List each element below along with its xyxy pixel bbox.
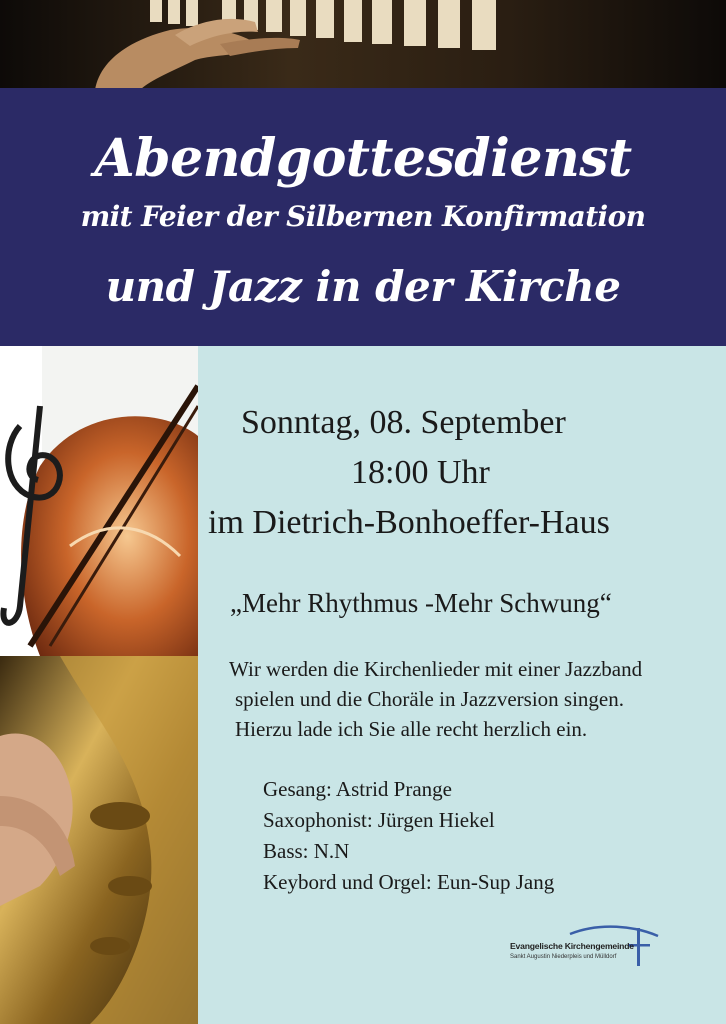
invitation-text — [229, 654, 709, 744]
organ-photo — [0, 0, 726, 90]
invitation-line: spielen und die Choräle in Jazzversion singen. — [235, 687, 624, 711]
instrument-photo-column — [0, 346, 198, 1024]
event-date: Sonntag, 08. September — [241, 404, 566, 441]
title-subtitle: mit Feier der Silbernen Konfirmation — [80, 200, 646, 233]
logo-name: Evangelische Kirchengemeinde — [510, 941, 634, 951]
musician-entry: Bass: N.N — [263, 839, 350, 863]
event-place: im Dietrich-Bonhoeffer-Haus — [208, 504, 610, 541]
event-motto: „Mehr Rhythmus -Mehr Schwung“ — [230, 588, 612, 618]
page-title: Abendgottesdienst — [94, 128, 632, 189]
event-time: 18:00 Uhr — [351, 454, 490, 491]
musician-entry: Gesang: Astrid Prange — [263, 777, 452, 801]
invitation-line: Wir werden die Kirchenlieder mit einer Jazzband — [229, 657, 643, 681]
musician-entry: Saxophonist: Jürgen Hiekel — [263, 808, 495, 832]
title-jazz: und Jazz in der Kirche — [105, 262, 621, 311]
musician-list — [263, 774, 683, 898]
musician-entry: Keybord und Orgel: Eun-Sup Jang — [263, 870, 555, 894]
logo-subtitle: Sankt Augustin Niederpleis und Mülldorf — [510, 954, 617, 960]
invitation-line: Hierzu lade ich Sie alle recht herzlich ein. — [235, 717, 588, 741]
